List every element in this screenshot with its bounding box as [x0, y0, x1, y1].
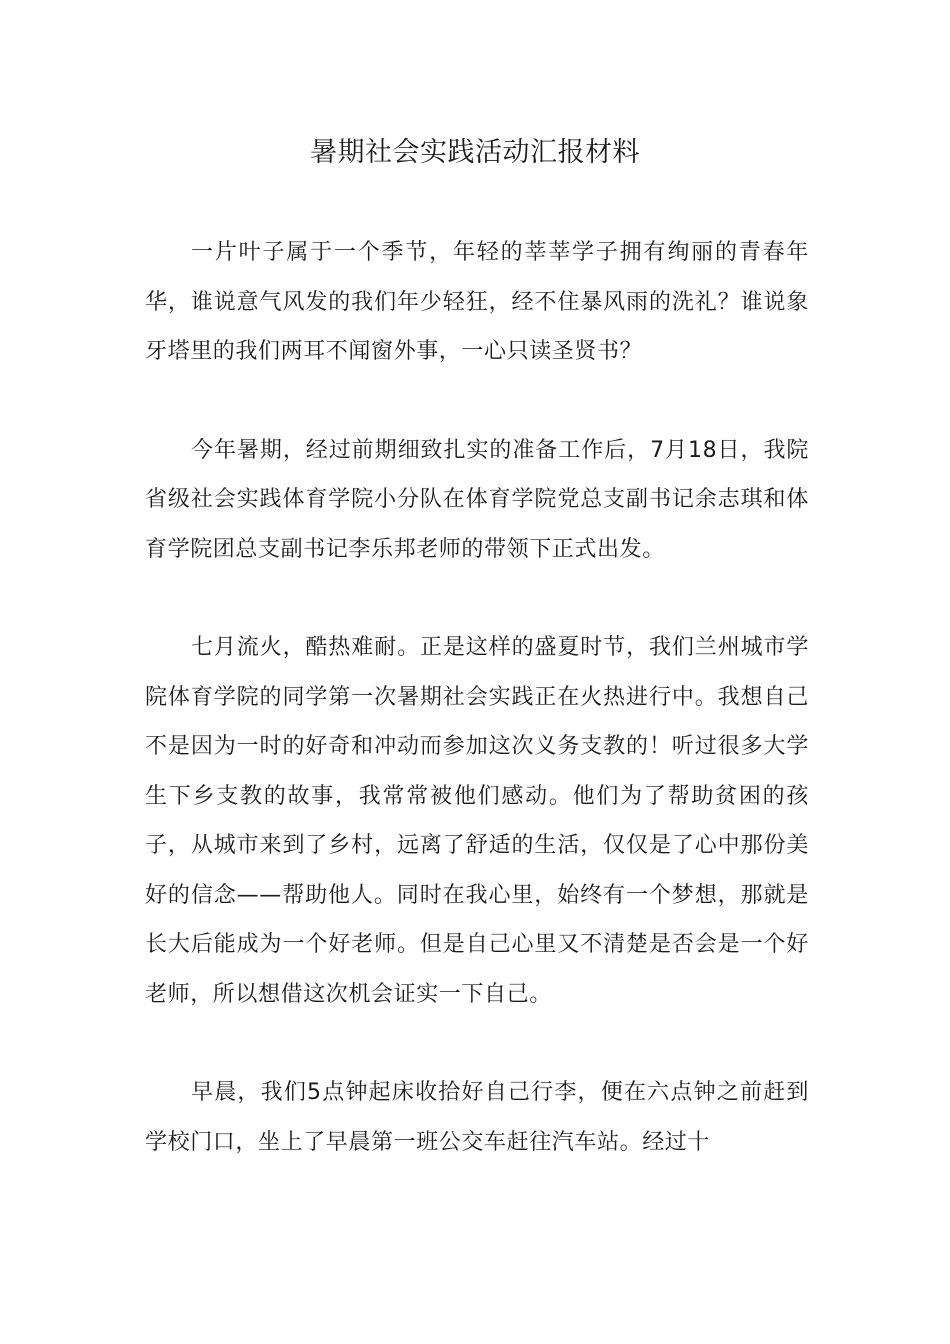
paragraph-2: 今年暑期，经过前期细致扎实的准备工作后，7月18日，我院省级社会实践体育学院小分队在体育学院党总支副书记余志琪和体育学院团总支副书记李乐邦老师的带领下正式出发。 — [145, 437, 809, 562]
document-title: 暑期社会实践活动汇报材料 — [310, 137, 640, 168]
document-body — [145, 228, 809, 1216]
paragraph-1: 一片叶子属于一个季节，年轻的莘莘学子拥有绚丽的青春年华，谁说意气风发的我们年少轻狂，经不住暴风雨的洗礼？谁说象牙塔里的我们两耳不闻窗外事，一心只读圣贤书？ — [145, 240, 809, 364]
paragraph-4: 早晨，我们5点钟起床收拾好自己行李，便在六点钟之前赶到学校门口，坐上了早晨第一班公交车赶往汽车站。经过十 — [145, 1080, 809, 1155]
paragraph-3: 七月流火，酷热难耐。正是这样的盛夏时节，我们兰州城市学院体育学院的同学第一次暑期社会实践正在火热进行中。我想自己不是因为一时的好奇和冲动而参加这次义务支教的！听过很多大学生下乡支教的故事，我常常被他们感动。他们为了帮助贫困的孩子，从城市来到了乡村，远离了舒适的生活，仅仅是了心中那份美好的信念——帮助他人。同时在我心里，始终有一个梦想，那就是长大后能成为一个好老师。但是自己心里又不清楚是否会是一个好老师，所以想借这次机会证实一下自己。 — [145, 635, 809, 1007]
